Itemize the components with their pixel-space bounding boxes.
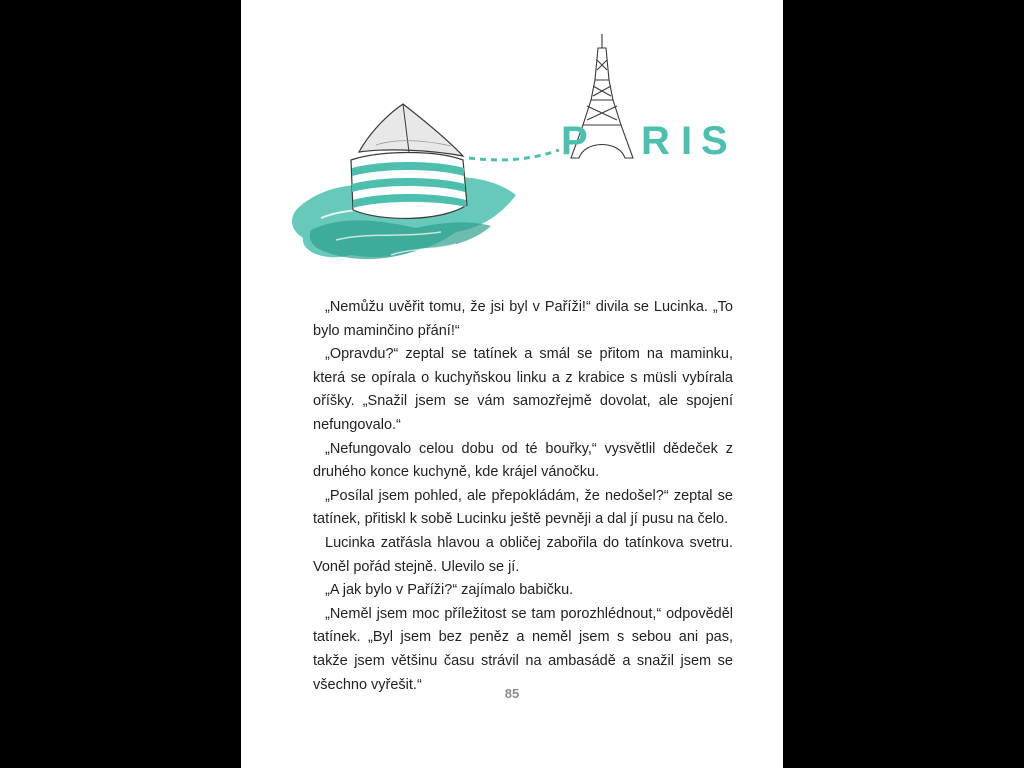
story-text	[313, 296, 733, 697]
paragraph: „Opravdu?“ zeptal se tatínek a smál se přitom na maminku, která se opírala o kuchyňskou linku a z krabice s müsli vybírala oříšky. „Snažil jsem se vám samozřejmě dovolat, ale spojení nefungovalo.“	[313, 346, 733, 433]
book-page	[241, 0, 783, 768]
paragraph: „A jak bylo v Paříži?“ zajímalo babičku.	[325, 582, 574, 599]
illustration-boat-paris	[241, 0, 783, 290]
paragraph: „Nemůžu uvěřit tomu, že jsi byl v Paříži!“ divila se Lucinka. „To bylo maminčino přání!“	[313, 299, 733, 339]
paris-letter-r: R	[641, 119, 670, 163]
paris-label	[561, 119, 728, 163]
paragraph: „Nefungovalo celou dobu od té bouřky,“ vysvětlil dědeček z druhého konce kuchyně, kde krájel vánočku.	[313, 440, 733, 481]
paris-letter-s: S	[701, 119, 728, 163]
page-number: 85	[504, 686, 520, 701]
boat-sail	[359, 104, 463, 156]
paris-letter-p: P	[561, 119, 588, 163]
boat-hull	[351, 153, 467, 219]
paris-letter-i: I	[681, 119, 693, 163]
paragraph: „Posílal jsem pohled, ale přepokládám, že nedošel?“ zeptal se tatínek, přitiskl k sobě Lucinku ještě pevněji a dal jí pusu na čelo.	[313, 487, 733, 528]
route-dashes	[469, 150, 559, 160]
paragraph: Lucinka zatřásla hlavou a obličej zabořila do tatínkova svetru. Voněl pořád stejně. Ulevilo se jí.	[313, 534, 733, 575]
paragraph: „Neměl jsem moc příležitost se tam porozhlédnout,“ odpověděl tatínek. „Byl jsem bez peněz a neměl jsem s sebou ani pas, takže jsem většinu času strávil na ambasádě a snažil jsem se všechno vyřešit.“	[313, 605, 733, 693]
